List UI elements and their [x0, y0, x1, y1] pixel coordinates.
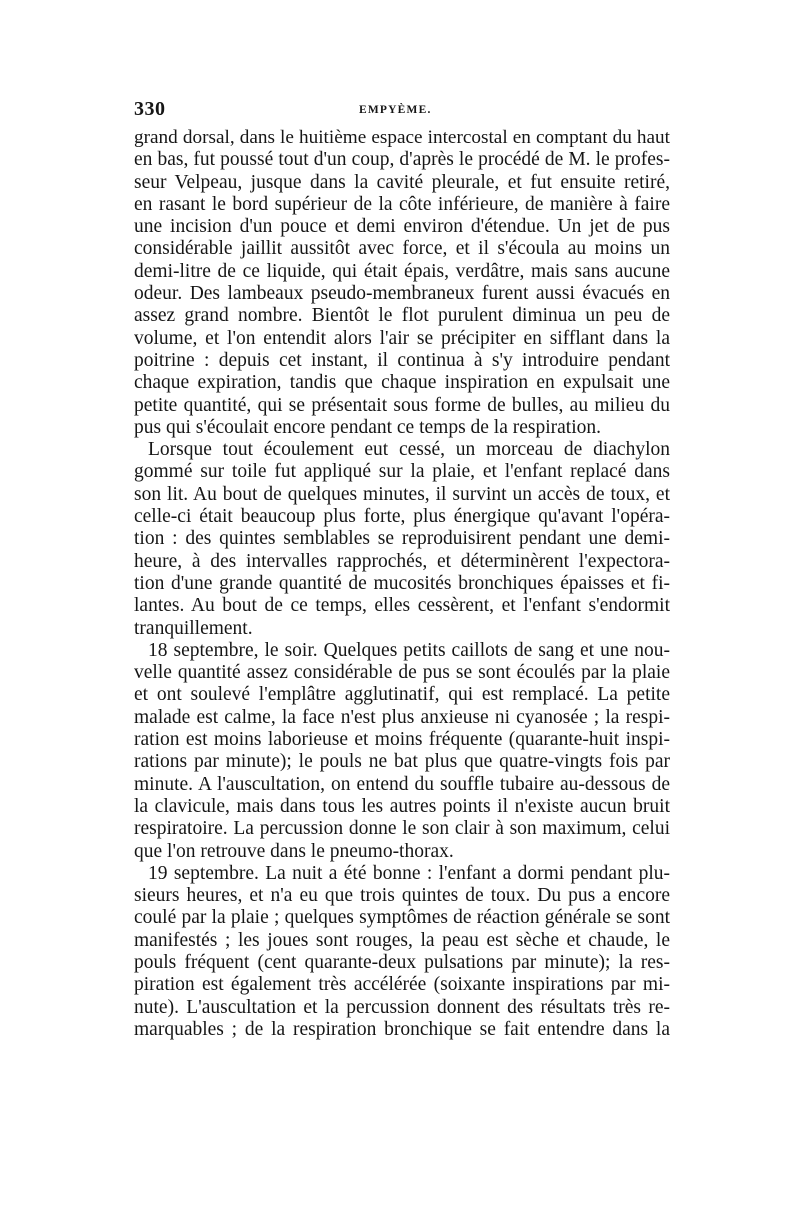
text-line: minute. A l'auscultation, on entend du souffle tubaire au-dessous de [134, 773, 670, 795]
text-line: marquables ; de la respiration bronchique se fait entendre dans la [134, 1018, 670, 1040]
text-line: assez grand nombre. Bientôt le flot purulent diminua un peu de [134, 305, 670, 327]
text-line: tion : des quintes semblables se reproduisirent pendant une demi- [134, 528, 670, 550]
text-line: Lorsque tout écoulement eut cessé, un morceau de diachylon [148, 439, 670, 461]
text-line: petite quantité, qui se présentait sous forme de bulles, au milieu du [134, 394, 670, 416]
text-line: malade est calme, la face n'est plus anxieuse ni cyanosée ; la respi- [134, 706, 670, 728]
text-line: heure, à des intervalles rapprochés, et déterminèrent l'expectora- [134, 550, 670, 572]
text-line: chaque expiration, tandis que chaque inspiration en expulsait une [134, 372, 670, 394]
page-number: 330 [134, 98, 166, 120]
text-line: 18 septembre, le soir. Quelques petits caillots de sang et une nou- [148, 639, 670, 661]
text-line: velle quantité assez considérable de pus se sont écoulés par la plaie [134, 662, 670, 684]
text-line: celle-ci était beaucoup plus forte, plus énergique qu'avant l'opéra- [134, 506, 670, 528]
text-line: volume, et l'on entendit alors l'air se précipiter en sifflant dans la [134, 327, 670, 349]
text-line: manifestés ; les joues sont rouges, la peau est sèche et chaude, le [134, 929, 670, 951]
text-line: sieurs heures, et n'a eu que trois quintes de toux. Du pus a encore [134, 885, 670, 907]
text-line: 19 septembre. La nuit a été bonne : l'enfant a dormi pendant plu- [148, 862, 670, 884]
text-line: en bas, fut poussé tout d'un coup, d'après le procédé de M. le profes- [134, 149, 670, 171]
text-line: grand dorsal, dans le huitième espace intercostal en comptant du haut [134, 127, 670, 148]
text-line: considérable jaillit aussitôt avec force, et il s'écoula au moins un [134, 238, 670, 260]
text-line: nute). L'auscultation et la percussion donnent des résultats très re- [134, 996, 670, 1018]
text-line: odeur. Des lambeaux pseudo-membraneux furent aussi évacués en [134, 283, 670, 305]
text-line: tion d'une grande quantité de mucosités bronchiques épaisses et fi- [134, 572, 670, 594]
text-line: la clavicule, mais dans tous les autres points il n'existe aucun bruit [134, 795, 670, 817]
text-line: ration est moins laborieuse et moins fréquente (quarante-huit inspi- [134, 729, 670, 751]
text-line: une incision d'un pouce et demi environ d'étendue. Un jet de pus [134, 216, 670, 238]
text-line: piration est également très accélérée (soixante inspirations par mi- [134, 974, 670, 996]
body-text [134, 127, 670, 1041]
page-header [134, 98, 670, 126]
text-line: son lit. Au bout de quelques minutes, il survint un accès de toux, et [134, 483, 670, 505]
text-line: en rasant le bord supérieur de la côte inférieure, de manière à faire [134, 193, 670, 215]
text-line: gommé sur toile fut appliqué sur la plaie, et l'enfant replacé dans [134, 461, 670, 483]
text-line: que l'on retrouve dans le pneumo-thorax. [134, 840, 454, 862]
text-line: poitrine : depuis cet instant, il continua à s'y introduire pendant [134, 349, 670, 371]
text-line: respiratoire. La percussion donne le son clair à son maximum, celui [134, 818, 670, 840]
text-line: seur Velpeau, jusque dans la cavité pleurale, et fut ensuite retiré, [134, 171, 670, 193]
text-line: et ont soulevé l'emplâtre agglutinatif, qui est remplacé. La petite [134, 684, 670, 706]
text-line: lantes. Au bout de ce temps, elles cessèrent, et l'enfant s'endormit [134, 595, 670, 617]
text-line: rations par minute); le pouls ne bat plus que quatre-vingts fois par [134, 751, 670, 773]
text-line: demi-litre de ce liquide, qui était épais, verdâtre, mais sans aucune [134, 260, 670, 282]
text-line: pus qui s'écoulait encore pendant ce temps de la respiration. [134, 416, 602, 438]
running-head: EMPYÈME. [359, 104, 432, 116]
text-line: coulé par la plaie ; quelques symptômes de réaction générale se sont [134, 907, 670, 929]
text-line: pouls fréquent (cent quarante-deux pulsations par minute); la res- [134, 951, 670, 973]
text-line: tranquillement. [134, 617, 253, 639]
